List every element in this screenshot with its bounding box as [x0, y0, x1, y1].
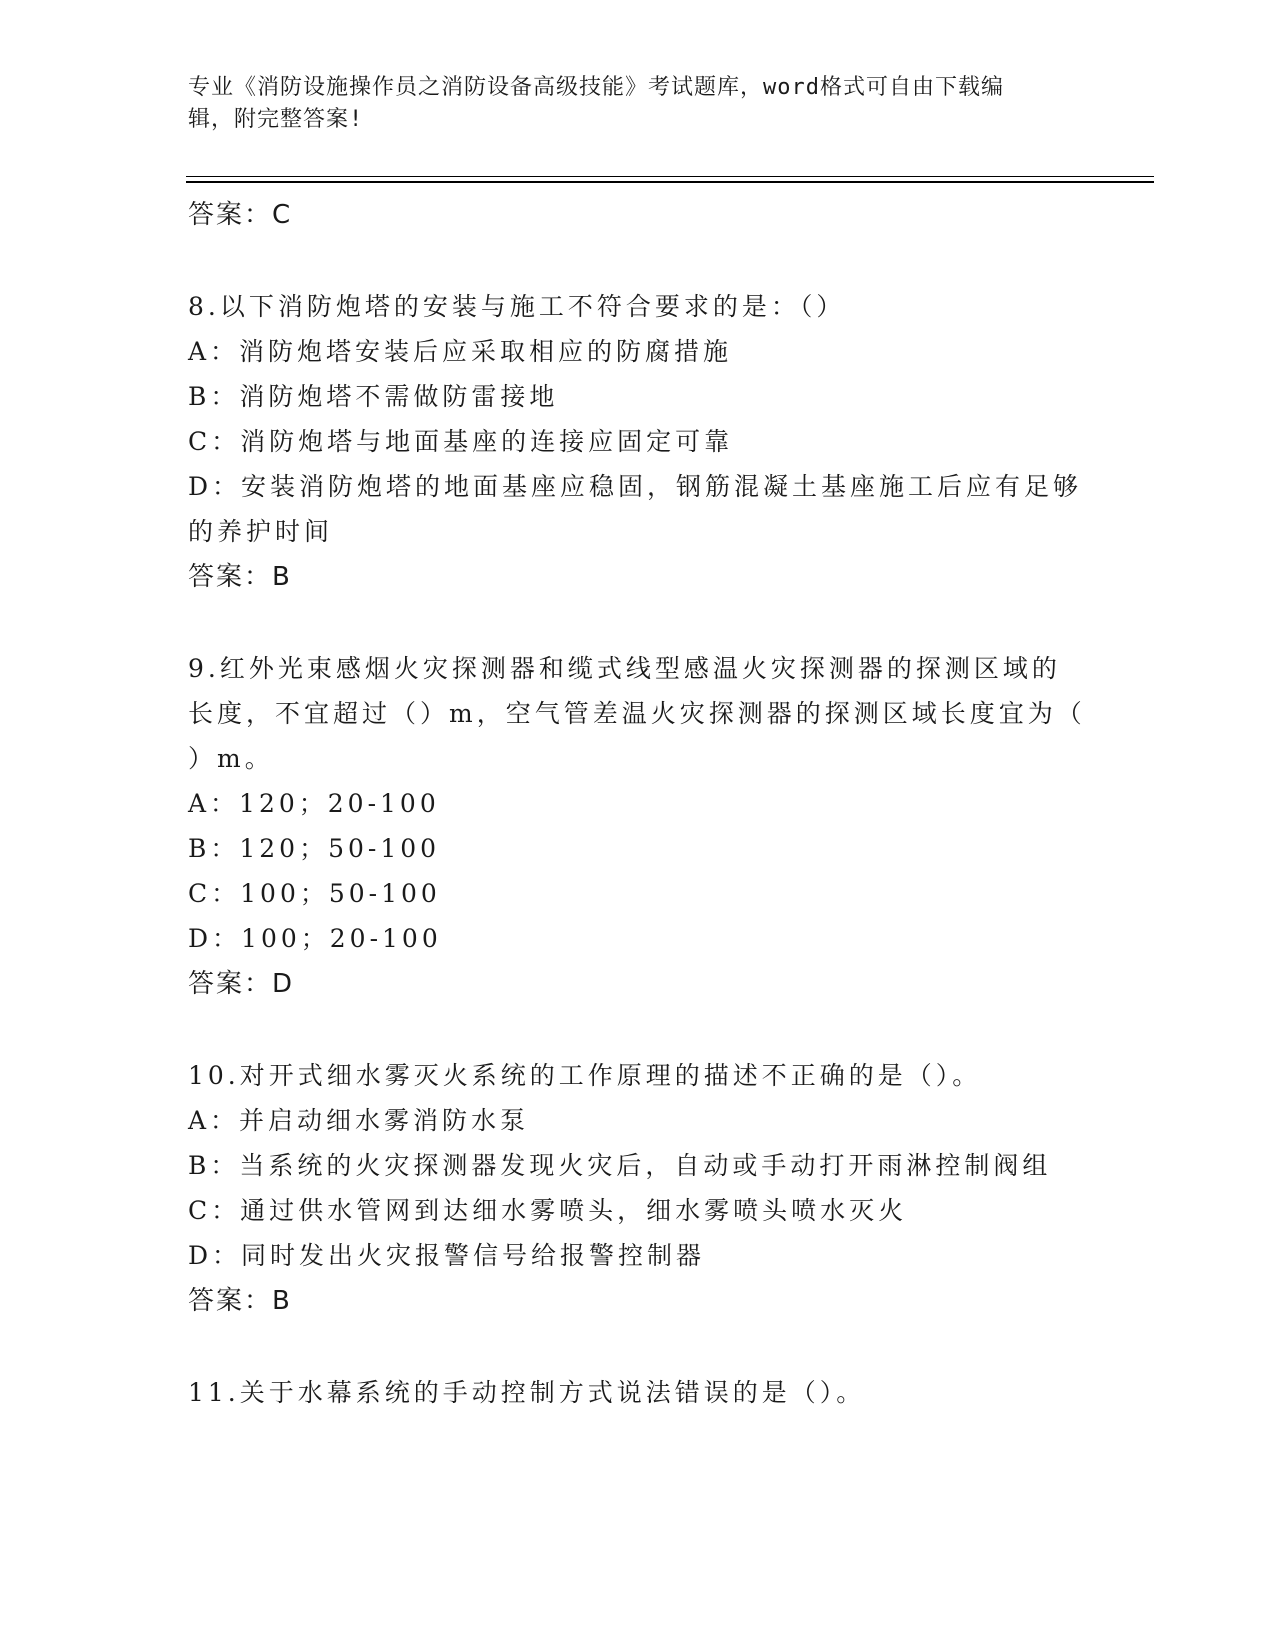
option-a: A：消防炮塔安装后应采取相应的防腐措施	[188, 337, 733, 366]
document-header	[188, 72, 1068, 136]
question-text: 9.红外光束感烟火灾探测器和缆式线型感温火灾探测器的探测区域的	[188, 654, 1061, 683]
option-d: D：100；20-100	[188, 924, 442, 953]
answer: 答案：B	[188, 1286, 292, 1316]
option-c: C：消防炮塔与地面基座的连接应固定可靠	[188, 427, 734, 456]
question-8	[188, 284, 1088, 600]
option-a: A：并启动细水雾消防水泵	[188, 1106, 530, 1135]
spacer	[188, 600, 1088, 646]
option-c: C：100；50-100	[188, 879, 441, 908]
question-list	[188, 192, 1088, 1415]
answer: 答案：D	[188, 969, 295, 999]
question-10	[188, 1053, 1088, 1324]
question-text: 8.以下消防炮塔的安装与施工不符合要求的是：（）	[188, 292, 846, 321]
header-line-2: 辑，附完整答案!	[188, 107, 364, 132]
option-d: D：安装消防炮塔的地面基座应稳固，钢筋混凝土基座施工后应有足够	[188, 472, 1083, 501]
option-c: C：通过供水管网到达细水雾喷头，细水雾喷头喷水灭火	[188, 1196, 908, 1225]
spacer	[188, 1324, 1088, 1370]
option-d-continued: 的养护时间	[188, 517, 334, 546]
option-a: A：120；20-100	[188, 789, 440, 818]
spacer	[188, 238, 1088, 284]
option-b: B：消防炮塔不需做防雷接地	[188, 382, 559, 411]
question-text-continued: ）m。	[188, 744, 274, 773]
option-b: B：当系统的火灾探测器发现火灾后，自动或手动打开雨淋控制阀组	[188, 1151, 1052, 1180]
question-9	[188, 646, 1088, 1007]
header-line-1: 专业《消防设施操作员之消防设备高级技能》考试题库，word格式可自由下载编	[188, 75, 1004, 100]
question-text: 11.关于水幕系统的手动控制方式说法错误的是（）。	[188, 1378, 866, 1407]
option-d: D：同时发出火灾报警信号给报警控制器	[188, 1241, 706, 1270]
header-divider-thin	[186, 176, 1154, 177]
header-divider-thick	[186, 181, 1154, 183]
answer: 答案：B	[188, 562, 292, 592]
question-text-continued: 长度，不宜超过（）m，空气管差温火灾探测器的探测区域长度宜为（	[188, 699, 1086, 728]
answer-q7: 答案：C	[188, 200, 293, 230]
option-b: B：120；50-100	[188, 834, 441, 863]
question-11	[188, 1370, 1088, 1415]
spacer	[188, 1007, 1088, 1053]
question-text: 10.对开式细水雾灭火系统的工作原理的描述不正确的是（）。	[188, 1061, 982, 1090]
